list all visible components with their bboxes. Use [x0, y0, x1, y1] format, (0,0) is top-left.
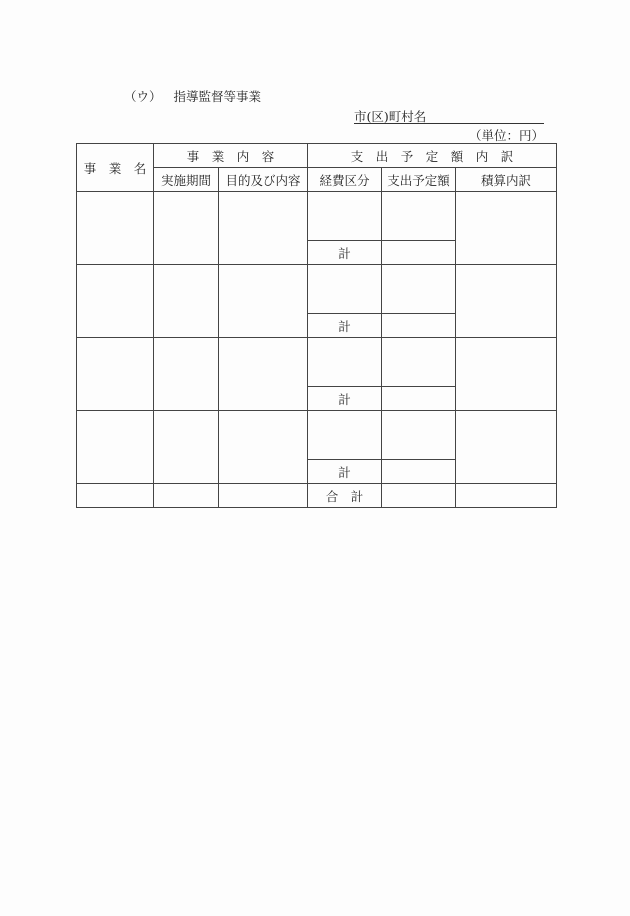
subtotal-amount-cell[interactable]: [382, 314, 456, 338]
amount-cell[interactable]: [382, 411, 456, 460]
total-cell[interactable]: [154, 484, 219, 508]
subtotal-label: 計: [308, 241, 382, 265]
amount-cell[interactable]: [382, 192, 456, 241]
total-amount-cell[interactable]: [382, 484, 456, 508]
subtotal-amount-cell[interactable]: [382, 460, 456, 484]
project-name-cell[interactable]: [77, 265, 154, 338]
header-purpose: 目的及び内容: [219, 168, 308, 192]
header-project-name: 事 業 名: [77, 144, 154, 192]
purpose-cell[interactable]: [219, 265, 308, 338]
period-cell[interactable]: [154, 265, 219, 338]
purpose-cell[interactable]: [219, 411, 308, 484]
project-name-cell[interactable]: [77, 192, 154, 265]
total-label: 合 計: [308, 484, 382, 508]
period-cell[interactable]: [154, 338, 219, 411]
subtotal-label: 計: [308, 387, 382, 411]
table-row: [77, 192, 557, 241]
subtotal-amount-cell[interactable]: [382, 387, 456, 411]
calculation-cell[interactable]: [456, 192, 557, 265]
section-heading: [124, 87, 261, 105]
total-cell[interactable]: [219, 484, 308, 508]
expenditure-table: [76, 143, 557, 508]
subtotal-label: 計: [308, 460, 382, 484]
header-amount: 支出予定額: [382, 168, 456, 192]
section-number: （ウ）: [124, 89, 162, 104]
category-cell[interactable]: [308, 265, 382, 314]
project-name-cell[interactable]: [77, 338, 154, 411]
header-expenditure-breakdown: 支 出 予 定 額 内 訳: [308, 144, 557, 168]
unit-label: （単位：円）: [468, 128, 544, 143]
header-category: 経費区分: [308, 168, 382, 192]
project-name-cell[interactable]: [77, 411, 154, 484]
municipality-field[interactable]: [354, 107, 544, 124]
header-calculation: 積算内訳: [456, 168, 557, 192]
section-title: 指導監督等事業: [173, 89, 262, 104]
calculation-cell[interactable]: [456, 338, 557, 411]
municipality-label: 市(区)町村名: [354, 109, 427, 124]
category-cell[interactable]: [308, 192, 382, 241]
subtotal-label: 計: [308, 314, 382, 338]
amount-cell[interactable]: [382, 338, 456, 387]
category-cell[interactable]: [308, 411, 382, 460]
amount-cell[interactable]: [382, 265, 456, 314]
subtotal-amount-cell[interactable]: [382, 241, 456, 265]
purpose-cell[interactable]: [219, 192, 308, 265]
header-period: 実施期間: [154, 168, 219, 192]
period-cell[interactable]: [154, 411, 219, 484]
purpose-cell[interactable]: [219, 338, 308, 411]
total-cell[interactable]: [77, 484, 154, 508]
calculation-cell[interactable]: [456, 411, 557, 484]
table-row: [77, 411, 557, 460]
table-row: [77, 338, 557, 387]
calculation-cell[interactable]: [456, 265, 557, 338]
header-project-content: 事 業 内 容: [154, 144, 308, 168]
total-cell[interactable]: [456, 484, 557, 508]
table-row: [77, 265, 557, 314]
period-cell[interactable]: [154, 192, 219, 265]
category-cell[interactable]: [308, 338, 382, 387]
